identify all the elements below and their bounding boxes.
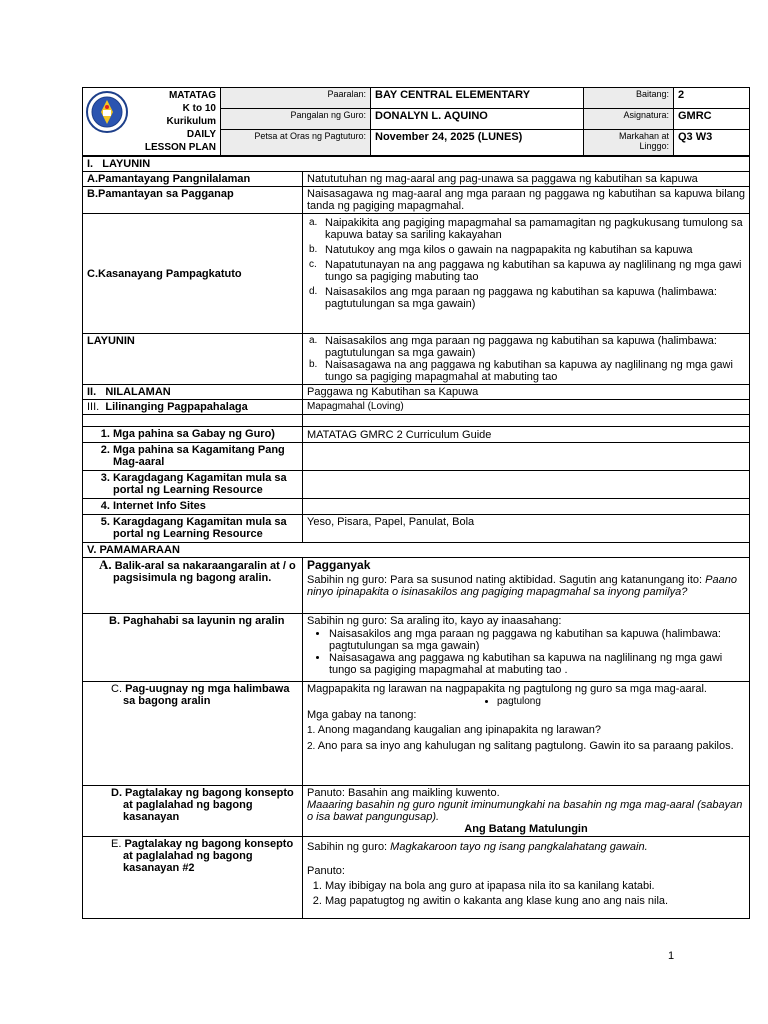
school-label: Paaralan: — [221, 88, 371, 109]
page-number: 1 — [668, 950, 675, 962]
plan-title-line: DAILY — [186, 129, 216, 140]
section-pamamaraan-heading: V. PAMAMARAAN — [83, 543, 750, 558]
resource-text-3 — [303, 471, 750, 499]
guide-question-text: Ano para sa inyo ang kahulugan ng salitang pagtulong. Gawin ito sa paraang pakilos. — [317, 740, 734, 752]
list-item: • pagtulong — [497, 696, 745, 708]
row-label-objectives: LAYUNIN — [83, 334, 303, 385]
values-text: Mapagmahal (Loving) — [303, 400, 750, 415]
pagganyak-lead: Sabihin ng guro: Para sa susunod nating aktibidad. Sagutin ang katanungang ito: — [307, 574, 706, 586]
plan-title — [135, 88, 221, 156]
list-text: Naisasakilos ang mga paraan ng paggawa ng kabutihan sa kapuwa (halimbawa: pagtutulungan sa mga gawain) — [325, 335, 717, 359]
pagganyak-title: Pagganyak — [307, 558, 371, 572]
list-item: • Naisasagawa ang paggawa ng kabutihan sa kapuwa na naglilinang ng mga gawi tungo sa pagiging mapagmahal at mabuting tao . — [329, 652, 745, 676]
competencies-list — [307, 217, 745, 310]
resource-label-3 — [83, 471, 303, 499]
row-text-a: Natututuhan ng mag-aaral ang pag-unawa sa paggawa ng kabutihan sa kapuwa — [303, 172, 750, 187]
row-label-a: A.Pamantayang Pangnilalaman — [83, 172, 303, 187]
pagugnay-bullet-list — [307, 696, 745, 708]
procedure-label-c — [83, 682, 303, 786]
list-item — [307, 244, 745, 256]
list-text: Naipakikita ang pagiging mapagmahal sa pamamagitan ng pagkukusang tumulong sa kapuwa batay sa sariling kakayahan — [325, 217, 743, 241]
teacher-label: Pangalan ng Guro: — [221, 109, 371, 130]
procedure-label-b — [83, 614, 303, 682]
gawain-lead: Sabihin ng guro: — [307, 841, 391, 853]
story-title: Ang Batang Matulungin — [464, 823, 588, 835]
procedure-text-c — [303, 682, 750, 786]
procedure-marker: E. — [111, 838, 122, 850]
plan-title-line: LESSON PLAN — [144, 142, 216, 153]
row-label-b: B.Pamantayan sa Pagganap — [83, 187, 303, 214]
resource-label-1 — [83, 427, 303, 443]
list-marker: d. — [309, 286, 318, 297]
section-number: II. — [87, 386, 97, 398]
objectives-list — [307, 335, 745, 383]
kuwento-note: Maaaring basahin ng guro ngunit iminumungkahi na basahin ng mga mag-aaral (sabayan o isa bawat pangungusap). — [307, 799, 743, 823]
list-item: • Naisasakilos ang mga paraan ng paggawa ng kabutihan sa kapuwa (halimbawa: pagtutulungan sa mga gawain) — [329, 628, 745, 652]
list-item — [307, 286, 745, 310]
guide-question-text: Anong magandang kaugalian ang ipinapakita ng larawan? — [317, 724, 601, 736]
list-marker: b. — [309, 359, 318, 370]
procedure-text-e — [303, 837, 750, 919]
list-item — [307, 359, 745, 383]
kuwento-instruction: Panuto: Basahin ang maikling kuwento. — [307, 787, 500, 799]
procedure-marker: C. — [111, 683, 122, 695]
row-text-b: Naisasagawa ng mag-aaral ang mga paraan ng paggawa ng kabutihan sa kapuwa bilang tanda ng pagiging mapagmahal. — [303, 187, 750, 214]
section-number: III. — [87, 401, 100, 413]
procedure-label-text: Pagtalakay ng bagong konsepto at paglalahad ng bagong kasanayan #2 — [123, 838, 294, 874]
section-title: LAYUNIN — [102, 158, 151, 170]
procedure-text-d — [303, 786, 750, 837]
procedure-text-b — [303, 614, 750, 682]
section-values-heading — [83, 400, 303, 415]
resource-item: 1. Mga pahina sa Gabay ng Guro) — [113, 428, 298, 440]
row-label-c: C.Kasanayang Pampagkatuto — [83, 214, 303, 334]
resource-text-5: Yeso, Pisara, Papel, Panulat, Bola — [303, 515, 750, 543]
lesson-plan-page — [82, 87, 749, 919]
spacer-cell — [303, 415, 750, 427]
resource-text-2 — [303, 443, 750, 471]
guide-questions-heading: Mga gabay na tanong: — [307, 709, 417, 721]
list-text: Naisasakilos ang mga paraan ng paggawa ng kabutihan sa kapuwa (halimbawa: pagtutulungan sa mga gawain) — [325, 286, 717, 310]
paghahabi-list — [307, 628, 745, 676]
procedure-label-d — [83, 786, 303, 837]
resource-item: 2. Mga pahina sa Kagamitang Pang Mag-aaral — [113, 444, 298, 468]
pagugnay-lead: Magpapakita ng larawan na nagpapakita ng pagtulong ng guro sa mga mag-aaral. — [307, 683, 707, 695]
section-title: NILALAMAN — [105, 386, 171, 398]
resource-label-4 — [83, 499, 303, 515]
date-label: Petsa at Oras ng Pagtuturo: — [221, 130, 371, 156]
quarter-value: Q3 W3 — [674, 130, 750, 156]
procedure-marker: A. — [99, 557, 112, 572]
plan-title-line: K to 10 Kurikulum — [166, 103, 216, 127]
nilalaman-text: Paggawa ng Kabutihan sa Kapuwa — [303, 385, 750, 400]
paghahabi-lead: Sabihin ng guro: Sa araling ito, kayo ay inaasahang: — [307, 615, 562, 627]
list-marker: c. — [309, 259, 317, 270]
resource-label-5 — [83, 515, 303, 543]
panuto-label: Panuto: — [307, 865, 345, 877]
plan-title-line: MATATAG — [168, 90, 216, 101]
list-item — [307, 217, 745, 241]
spacer-cell — [83, 415, 303, 427]
list-marker: b. — [309, 244, 318, 255]
subject-value: GMRC — [674, 109, 750, 130]
list-item: 2. Mag papatugtog ng awitin o kakanta ang klase kung ano ang nais nila. — [325, 895, 745, 907]
section-nilalaman-heading — [83, 385, 303, 400]
quarter-label: Markahan at Linggo: — [584, 130, 674, 156]
procedure-label-text: Balik-aral sa nakaraangaralin at / o pagsisimula ng bagong aralin. — [113, 560, 296, 584]
section-number: I. — [87, 158, 94, 170]
main-table — [82, 156, 750, 919]
competencies-list-cell — [303, 214, 750, 334]
section-title: Lilinanging Pagpapahalaga — [105, 401, 248, 413]
procedure-label-text: B. Paghahabi sa layunin ng aralin — [109, 615, 285, 627]
gawain-steps — [307, 880, 745, 907]
list-item — [307, 259, 745, 283]
section-layunin-heading — [83, 157, 750, 172]
procedure-label-e — [83, 837, 303, 919]
header-table — [82, 87, 750, 156]
objectives-list-cell — [303, 334, 750, 385]
resource-item: 4. Internet Info Sites — [113, 500, 298, 512]
deped-logo-cell — [83, 88, 135, 156]
list-item: 1. May ibibigay na bola ang guro at ipapasa nila ito sa kanilang katabi. — [325, 880, 745, 892]
school-value: BAY CENTRAL ELEMENTARY — [371, 88, 584, 109]
grade-label: Baitang: — [584, 88, 674, 109]
date-value: November 24, 2025 (LUNES) — [371, 130, 584, 156]
procedure-label-text: Pag-uugnay ng mga halimbawa sa bagong aralin — [123, 683, 290, 707]
list-marker: a. — [309, 335, 318, 346]
deped-seal-icon — [85, 90, 129, 134]
list-marker: a. — [309, 217, 318, 228]
subject-label: Asignatura: — [584, 109, 674, 130]
list-item — [307, 335, 745, 359]
guide-question-2: 2. Ano para sa inyo ang kahulugan ng salitang pagtulong. Gawin ito sa paraang pakilos. — [307, 740, 734, 752]
pagganyak-question: Paano ninyo ipinapakita o isinasakilos ang pagiging mapagmahal sa inyong pamilya? — [307, 574, 737, 598]
list-text: Natutukoy ang mga kilos o gawain na nagpapakita ng kabutihan sa kapuwa — [325, 244, 693, 256]
guide-question-1: 1. Anong magandang kaugalian ang ipinapakita ng larawan? — [307, 724, 601, 736]
resource-item: 3. Karagdagang Kagamitan mula sa portal ng Learning Resource — [113, 472, 298, 496]
procedure-text-a — [303, 558, 750, 614]
resource-text-1: MATATAG GMRC 2 Curriculum Guide — [303, 427, 750, 443]
list-text: Naisasagawa na ang paggawa ng kabutihan sa kapuwa ay naglilinang ng mga gawi tungo sa pagiging mapagmahal at mabuting tao — [325, 359, 733, 383]
resource-text-4 — [303, 499, 750, 515]
teacher-value: DONALYN L. AQUINO — [371, 109, 584, 130]
procedure-label-text: D. Pagtalakay ng bagong konsepto at paglalahad ng bagong kasanayan — [111, 787, 294, 823]
resource-item: 5. Karagdagang Kagamitan mula sa portal ng Learning Resource — [113, 516, 298, 540]
grade-value: 2 — [674, 88, 750, 109]
gawain-italic: Magkakaroon tayo ng isang pangkalahatang gawain. — [390, 841, 648, 853]
list-text: Napatutunayan na ang paggawa ng kabutihan sa kapuwa ay naglilinang ng mga gawi tungo sa pagiging mabuting tao — [325, 259, 742, 283]
resource-label-2 — [83, 443, 303, 471]
procedure-label-a — [83, 558, 303, 614]
